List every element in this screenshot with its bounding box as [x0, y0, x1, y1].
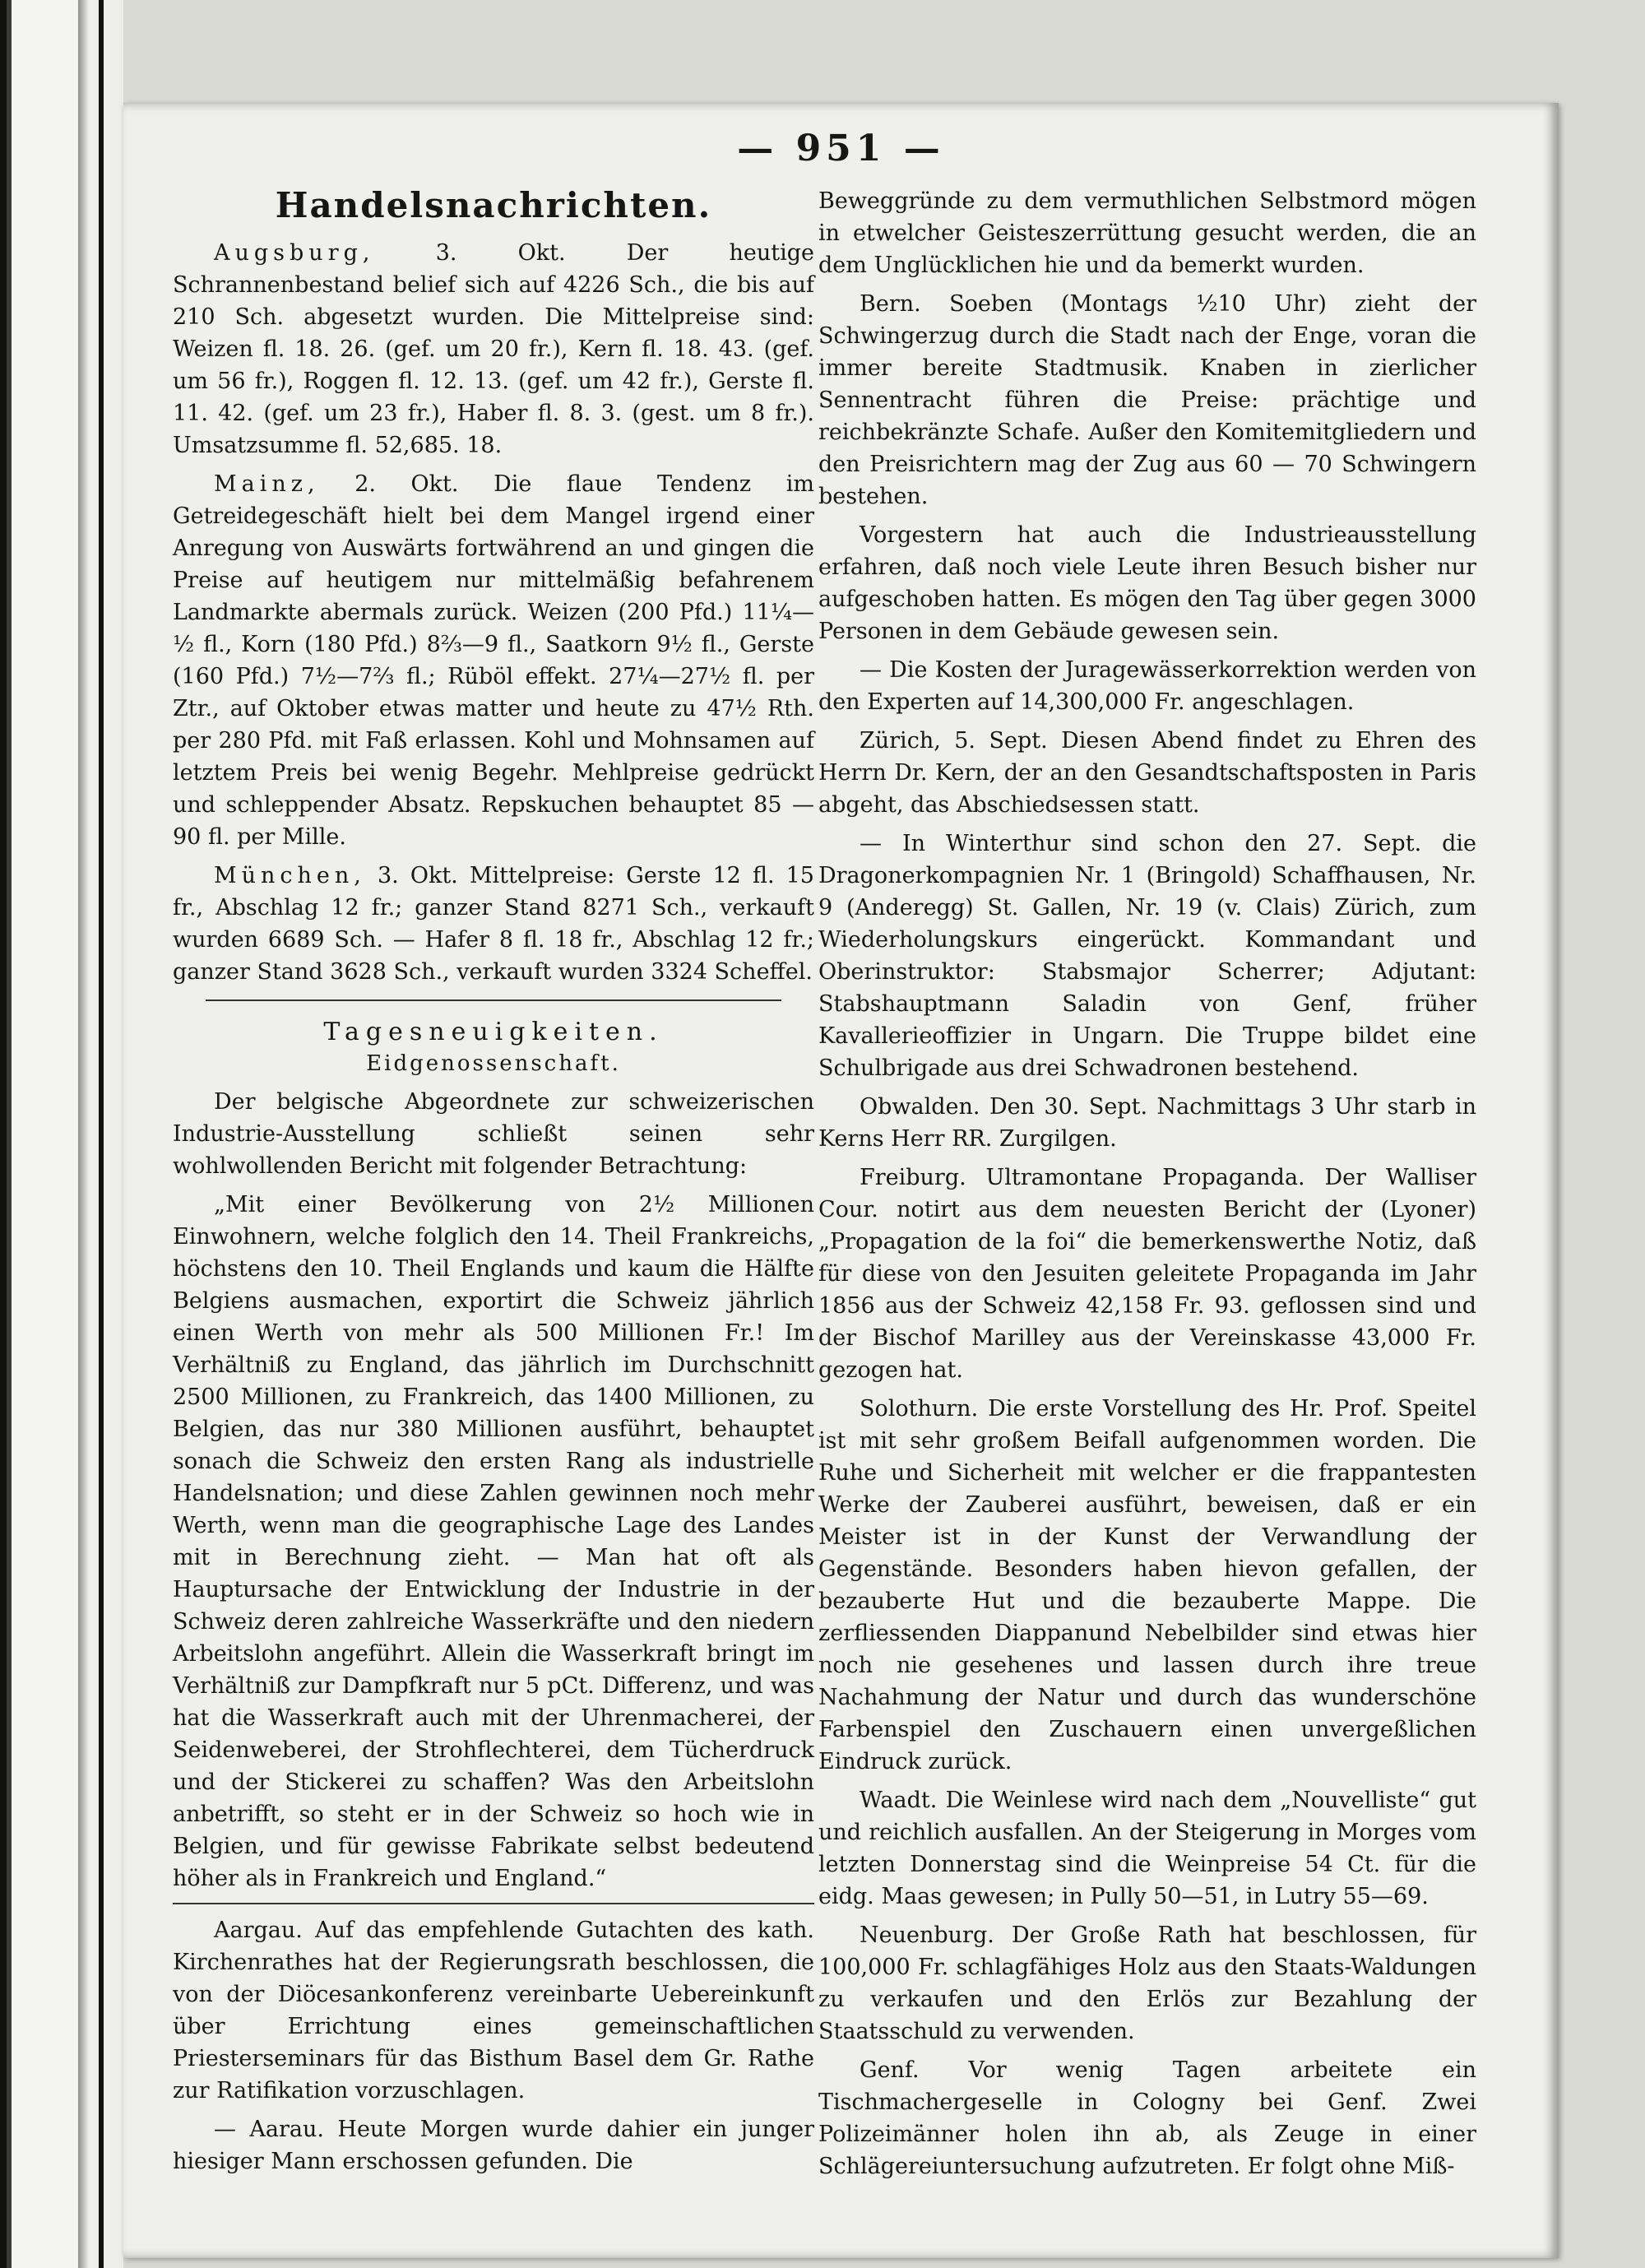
trade-item-muenchen: [173, 860, 814, 988]
news-waadt: Waadt. Die Weinlese wird nach dem „Nouvelliste“ gut und reichlich ausfallen. An der Steigerung in Morges vom letzten Donnerstag sind die Weinpreise 54 Ct. für die eidg. Maas gewesen; in Pully 50—51, in Lutry 55—69.: [818, 1788, 1476, 1909]
trade-text: 3. Okt. Mittelpreise: Gerste 12 fl. 15 fr., Abschlag 12 fr.; ganzer Stand 8271 Sch., verkauft wurden 6689 Sch. — Hafer 8 fl. 18 fr., Abschlag 12 fr.; ganzer Stand 3628 Sch., verkauft wurden 3324 Scheffel.: [173, 863, 814, 985]
page-number: — 951 —: [737, 128, 945, 169]
news-winterthur: — In Winterthur sind schon den 27. Sept. die Dragonerkompagnien Nr. 1 (Bringold) Schaffhausen, Nr. 9 (Anderegg) St. Gallen, Nr. 19 (v. Clais) Zürich, zum Wiederholungskurs eingerückt. Kommandant und Oberinstruktor: Stabsmajor Scherrer; Adjutant: Stabshauptmann Saladin von Genf, früher Kavallerieoffizier in Ungarn. Die Truppe bildet eine Schulbrigade aus drei Schwadronen bestehend.: [818, 831, 1476, 1081]
newspaper-page: [123, 103, 1559, 2258]
news-zurich: Zürich, 5. Sept. Diesen Abend findet zu Ehren des Herrn Dr. Kern, der an den Gesandtschaftsposten in Paris abgeht, das Abschiedsessen statt.: [818, 728, 1476, 818]
trade-text: 3. Okt. Der heutige Schrannenbestand belief sich auf 4226 Sch., die bis auf 210 Sch. abgesetzt wurden. Die Mittelpreise sind: Weizen fl. 18. 26. (gef. um 20 fr.), Kern fl. 18. 43. (gef. um 56 fr.), Roggen fl. 12. 13. (gef. um 42 fr.), Gerste fl. 11. 42. (gef. um 23 fr.), Haber fl. 8. 3. (gest. um 8 fr.). Umsatzsumme fl. 52,685. 18.: [173, 240, 814, 458]
news-continuation: Beweggründe zu dem vermuthlichen Selbstmord mögen in etwelcher Geisteszerrüttung gesucht werden, die an dem Unglücklichen hie und da bemerkt wurden.: [818, 188, 1476, 278]
trade-place: München,: [214, 863, 366, 888]
previous-page-edge: [0, 0, 123, 2268]
news-solothurn: Solothurn. Die erste Vorstellung des Hr. Prof. Speitel ist mit sehr großem Beifall aufgenommen worden. Die Ruhe und Sicherheit mit welcher er die frappantesten Werke der Zauberei ausführt, beweisen, daß er ein Meister ist in der Kunst der Verwandlung der Gegenstände. Besonders haben hievon gefallen, der bezauberte Hut und die bezauberte Mappe. Die zerfliessenden Diappanund Nebelbilder sind etwas hier noch nie gesehenes und lassen durch ihre treue Nachahmung der Natur und durch das wunderschöne Farbenspiel den Zuschauern einen unvergeßlichen Eindruck zurück.: [818, 1396, 1476, 1774]
article-divider: [173, 1903, 814, 1904]
section-divider: [206, 999, 781, 1001]
news-bern: Bern. Soeben (Montags ½10 Uhr) zieht der Schwingerzug durch die Stadt nach der Enge, voran die immer bereite Stadtmusik. Knaben in zierlicher Sennentracht führen die Preise: prächtige und reichbekränzte Schafe. Außer den Komitemitgliedern und den Preisrichtern mag der Zug aus 60 — 70 Schwingern bestehen.: [818, 291, 1476, 509]
news-aargau: Aargau. Auf das empfehlende Gutachten des kath. Kirchenrathes hat der Regierungsrath beschlossen, die von der Diöcesankonferenz vereinbarte Uebereinkunft über Errichtung eines gemeinschaftlichen Priesterseminars für das Bisthum Basel dem Gr. Rathe zur Ratifikation vorzuschlagen.: [173, 1918, 814, 2103]
daily-news-title: Tagesneuigkeiten.: [323, 1018, 664, 1046]
trade-item-augsburg: [173, 237, 814, 461]
right-column: [818, 185, 1476, 2189]
trade-place: Augsburg,: [214, 240, 375, 266]
left-column: [173, 185, 814, 2184]
confederation-subtitle: Eidgenossenschaft.: [366, 1051, 621, 1076]
trade-item-mainz: [173, 468, 814, 853]
news-freiburg: Freiburg. Ultramontane Propaganda. Der Walliser Cour. notirt aus dem neuesten Bericht der (Lyoner) „Propagation de la foi“ die bemerkenswerthe Notiz, daß für diese von den Jesuiten geleitete Propaganda im Jahr 1856 aus der Schweiz 42,158 Fr. 93. geflossen sind und der Bischof Marilley aus der Vereinskasse 43,000 Fr. gezogen hat.: [818, 1165, 1476, 1383]
news-industry-exhibition: Vorgestern hat auch die Industrieausstellung erfahren, daß noch viele Leute ihren Besuch bisher nur aufgeschoben hatten. Es mögen den Tag über gegen 3000 Personen in dem Gebäude gewesen sein.: [818, 522, 1476, 644]
trade-news-heading: Handelsnachrichten.: [275, 185, 712, 225]
news-aarau: — Aarau. Heute Morgen wurde dahier ein junger hiesiger Mann erschossen gefunden. Die: [173, 2117, 814, 2174]
news-neuenburg: Neuenburg. Der Große Rath hat beschlossen, für 100,000 Fr. schlagfähiges Holz aus den Staats-Waldungen zu verkaufen und den Erlös zur Bezahlung der Staatsschuld zu verwenden.: [818, 1922, 1476, 2044]
news-intro: Der belgische Abgeordnete zur schweizerischen Industrie-Ausstellung schließt seinen sehr wohlwollenden Bericht mit folgender Betrachtung:: [173, 1089, 814, 1179]
news-genf: Genf. Vor wenig Tagen arbeitete ein Tischmachergeselle in Cologny bei Genf. Zwei Polizeimänner holen ihn ab, als Zeuge in einer Schlägereiuntersuchung aufzutreten. Er folgt ohne Miß-: [818, 2057, 1476, 2179]
news-quote: „Mit einer Bevölkerung von 2½ Millionen Einwohnern, welche folglich den 14. Theil Frankreichs, höchstens den 10. Theil Englands und kaum die Hälfte Belgiens ausmachen, exportirt die Schweiz jährlich einen Werth von mehr als 500 Millionen Fr.! Im Verhältniß zu England, das jährlich im Durchschnitt 2500 Millionen, zu Frankreich, das 1400 Millionen, zu Belgien, das nur 380 Millionen ausführt, behauptet sonach die Schweiz den ersten Rang als industrielle Handelsnation; und diese Zahlen gewinnen noch mehr Werth, wenn man die geographische Lage des Landes mit in Berechnung zieht. — Man hat oft als Hauptursache der Entwicklung der Industrie in der Schweiz deren zahlreiche Wasserkräfte und den niedern Arbeitslohn angeführt. Allein die Wasserkraft bringt im Verhältniß zur Dampfkraft nur 5 pCt. Differenz, und was hat die Wasserkraft auch mit der Uhrenmacherei, der Seidenweberei, der Strohflechterei, dem Tücherdruck und der Stickerei zu schaffen? Was den Arbeitslohn anbetrifft, so steht er in der Schweiz so hoch wie in Belgien, und für gewisse Fabrikate selbst bedeutend höher als in Frankreich und England.“: [173, 1192, 814, 1891]
news-obwalden: Obwalden. Den 30. Sept. Nachmittags 3 Uhr starb in Kerns Herr RR. Zurgilgen.: [818, 1094, 1476, 1152]
trade-text: 2. Okt. Die flaue Tendenz im Getreidegeschäft hielt bei dem Mangel irgend einer Anregung von Auswärts fortwährend an und gingen die Preise auf heutigem nur mittelmäßig befahrenem Landmarkte abermals zurück. Weizen (200 Pfd.) 11¼—½ fl., Korn (180 Pfd.) 8⅔—9 fl., Saatkorn 9½ fl., Gerste (160 Pfd.) 7½—7⅔ fl.; Rüböl effekt. 27¼—27½ fl. per Ztr., auf Oktober etwas matter und heute zu 47½ Rth. per 280 Pfd. mit Faß erlassen. Kohl und Mohnsamen auf letztem Preis bei wenig Begehr. Mehlpreise gedrückt und schleppender Absatz. Repskuchen behauptet 85 — 90 fl. per Mille.: [173, 471, 814, 850]
news-jura-correction: — Die Kosten der Juragewässerkorrektion werden von den Experten auf 14,300,000 Fr. angeschlagen.: [818, 657, 1476, 715]
trade-place: Mainz,: [214, 471, 320, 497]
